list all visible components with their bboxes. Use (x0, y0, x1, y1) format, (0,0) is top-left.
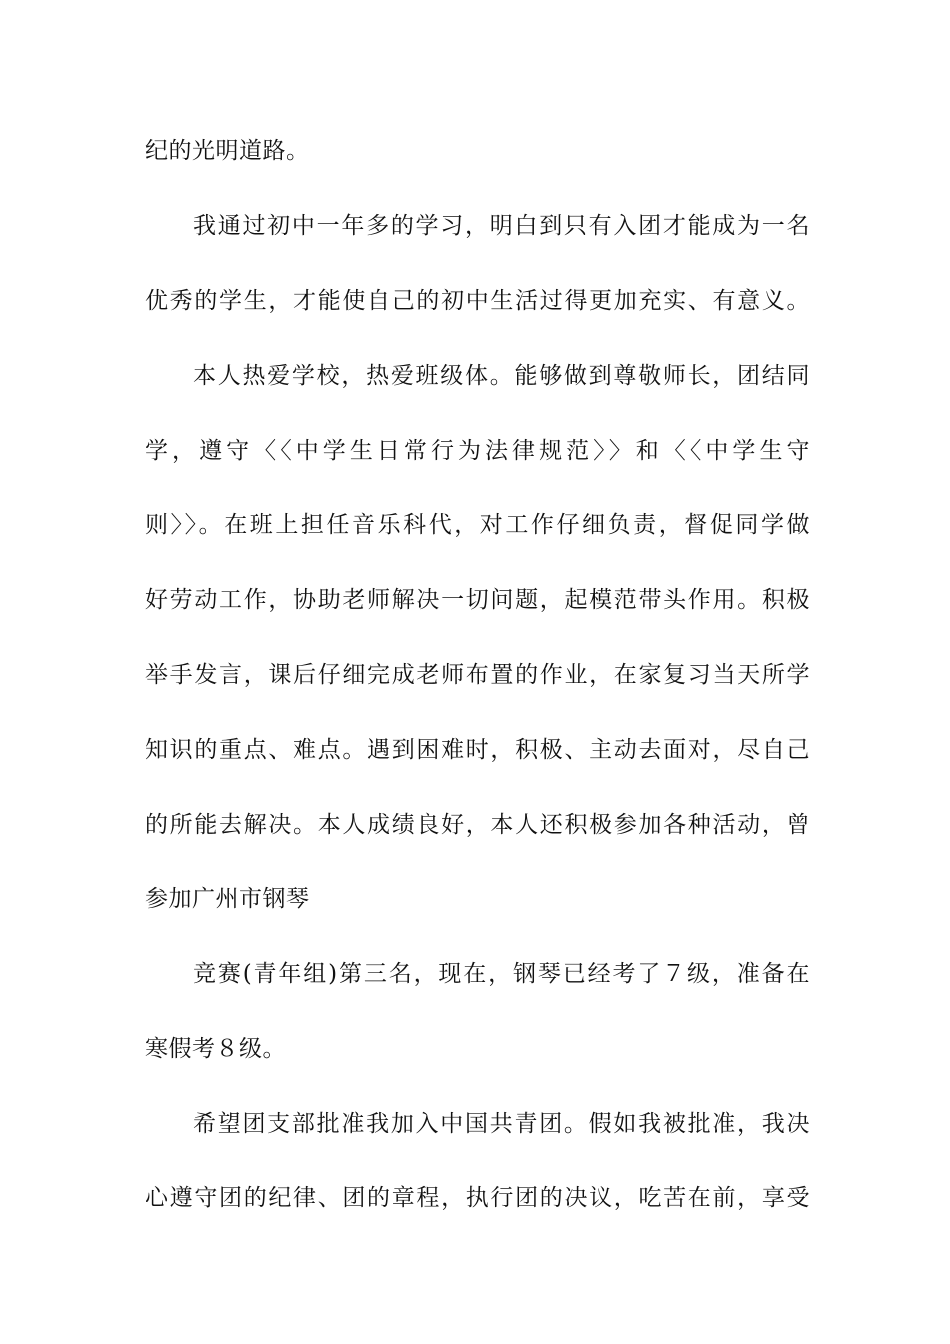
paragraph-start-line: 希望团支部批准我加入中国共青团。假如我被批准，我决 (193, 1111, 810, 1137)
paragraph-start-line: 本人热爱学校，热爱班级体。能够做到尊敬师长，团结同 (193, 363, 810, 389)
text-line: 好劳动工作，协助老师解决一切问题，起模范带头作用。积极 (145, 587, 810, 613)
text-line: 则〉〉。在班上担任音乐科代，对工作仔细负责，督促同学做 (145, 512, 810, 538)
text-line: 寒假考８级。 (145, 1036, 286, 1062)
text-line: 优秀的学生，才能使自己的初中生活过得更加充实、有意义。 (145, 288, 810, 314)
paragraph-start-line: 竞赛(青年组)第三名，现在，钢琴已经考了７级，准备在 (193, 961, 810, 987)
text-line: 的所能去解决。本人成绩良好，本人还积极参加各种活动，曾 (145, 812, 810, 838)
text-line: 学，遵守〈〈中学生日常行为法律规范〉〉和〈〈中学生守 (145, 438, 810, 464)
paragraph-start-line: 我通过初中一年多的学习，明白到只有入团才能成为一名 (193, 213, 810, 239)
text-line: 参加广州市钢琴 (145, 886, 310, 912)
text-line: 心遵守团的纪律、团的章程，执行团的决议，吃苦在前，享受 (145, 1185, 810, 1211)
text-line: 知识的重点、难点。遇到困难时，积极、主动去面对，尽自己 (145, 737, 810, 763)
text-line: 纪的光明道路。 (145, 138, 310, 164)
text-line: 举手发言，课后仔细完成老师布置的作业，在家复习当天所学 (145, 662, 810, 688)
